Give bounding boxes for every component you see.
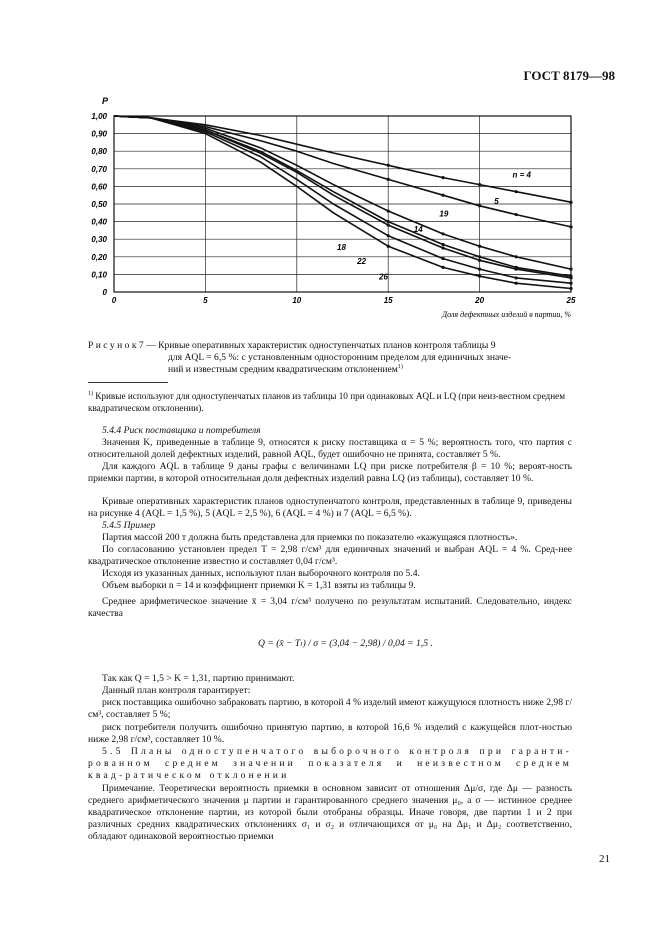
y-tick-label: 0,60 (91, 182, 107, 192)
footnote-text: Кривые используют для одноступенчатых планов из таблицы 10 при одинаковых AQL и LQ (при неиз-вестном среднем квадратическом отклонении). (88, 391, 566, 413)
curve-point (569, 201, 572, 204)
y-tick-label: 0,70 (91, 164, 107, 174)
series-label: n = 4 (512, 170, 531, 180)
curve-point (441, 176, 444, 179)
y-tick-label: 0 (102, 288, 107, 297)
curve-point (387, 224, 390, 227)
curve-point (441, 257, 444, 260)
paragraph-limit: По согласованию установлен предел T = 2,98 г/см³ для единичных значений и выбран AQL = 4 %. Сред-нее квадратическое отклонение известно и составляет 0,04 г/см³. (88, 544, 572, 568)
y-tick-label: 0,30 (91, 235, 107, 245)
curve-point (478, 245, 481, 248)
caption-line-1: Р и с у н о к 7 — Кривые оперативных характеристик одноступенчатых планов контроля таблицы 9 (88, 340, 496, 351)
y-tick-label: 0,10 (91, 270, 107, 280)
standard-header: ГОСТ 8179—98 (523, 68, 615, 83)
curve-point (569, 275, 572, 278)
series-label: 18 (337, 242, 346, 252)
quality-index-formula: Q = (x̄ − Tₗ) / σ = (3,04 − 2,98) / 0,04 = 1,5 . (258, 638, 433, 649)
y-tick-label: 0,90 (91, 129, 107, 139)
caption-line-3: ний и известным средним квадратическим отклонением$^{1)}$ (168, 364, 403, 376)
figure-caption (88, 340, 578, 376)
paragraph-guarantee: Данный план контроля гарантирует: (102, 685, 251, 696)
curve-point (515, 213, 518, 216)
y-tick-label: 0,40 (91, 217, 107, 227)
paragraph-plan: Исходя из указанных данных, используют план выборочного контроля по 5.4. (102, 568, 420, 579)
curve-point (387, 220, 390, 223)
y-tick-label: 0,20 (91, 252, 107, 262)
paragraph-supplier-risk: Значения K, приведенные в таблице 9, относятся к риску поставщика α = 5 %; вероятность того, что партия с относительной долей дефектных изделий, равной AQL, будет ошибочно не принята, составляет 5 %. (88, 437, 572, 461)
curve-point (478, 275, 481, 278)
curve-point (478, 259, 481, 262)
curve-point (478, 204, 481, 207)
curve-point (387, 178, 390, 181)
caption-line-2: для AQL = 6,5 %: с установленным односторонним пределом для единичных значе- (168, 352, 512, 364)
x-tick-label: 20 (475, 296, 485, 305)
paragraph-consumer-risk: Для каждого AQL в таблице 9 даны графы с величинами LQ при риске потребителя β = 10 %; вероят-ность приемки партии, в которой относительная доля дефектных изделий равна LQ (из таблицы), составляет 10 %. (88, 461, 572, 485)
oc-curve (114, 116, 571, 227)
y-tick-label: 0,50 (91, 200, 107, 209)
page-number: 21 (599, 853, 610, 865)
curve-point (441, 232, 444, 235)
curve-point (441, 243, 444, 246)
x-tick-label: 5 (203, 296, 208, 305)
curve-point (569, 268, 572, 271)
x-tick-label: 0 (111, 296, 117, 305)
curve-point (478, 255, 481, 258)
x-axis-label: Доля дефектных изделий в партии, % (442, 310, 571, 319)
paragraph-consumer-guarantee: риск потребителя получить ошибочно принятую партию, в которой 16,6 % изделий с кажущейся плот-ностью ниже 2,98 г/см³, составляет 10 %. (88, 722, 572, 746)
x-tick-label: 25 (566, 296, 576, 305)
footnote-mark: 1) (88, 390, 93, 397)
paragraph-oc-curves: Кривые оперативных характеристик планов одноступенчатого контроля, представленных в таблице 9, приведены на рисунке 4 (AQL = 1,5 %), 5 (AQL = 2,5 %), 6 (AQL = 4 %) и 7 (AQL = 6,5 %). (88, 496, 572, 520)
y-tick-label: 0,80 (91, 147, 107, 157)
curve-point (515, 276, 518, 279)
series-label: 14 (413, 225, 423, 235)
curve-point (387, 234, 390, 237)
footnote-rule (88, 382, 168, 383)
curve-point (569, 282, 572, 285)
curve-point (478, 183, 481, 186)
curve-point (569, 225, 572, 228)
section-5-5-title: 5.5 Планы одноступенчатого выборочного контроля при гаранти-рованном среднем значении показателя и неизвестном среднем квад-ратическом отклонении (88, 746, 572, 782)
curve-point (441, 266, 444, 269)
curve-point (515, 282, 518, 285)
series-label: 26 (379, 272, 388, 282)
curve-point (441, 246, 444, 249)
curve-point (515, 190, 518, 193)
curve-point (387, 209, 390, 212)
section-5-4-5-title: 5.4.5 Пример (102, 520, 156, 531)
x-tick-label: 15 (383, 296, 393, 305)
paragraph-example-batch: Партия массой 200 т должна быть представлена для приемки по показателю «кажущаяся плотность». (102, 532, 518, 543)
curve-point (478, 268, 481, 271)
curve-point (387, 245, 390, 248)
curve-point (569, 287, 572, 290)
oc-curves-chart (88, 92, 578, 324)
curve-point (387, 164, 390, 167)
curve-point (515, 266, 518, 269)
series-label: 19 (439, 209, 449, 219)
curve-point (441, 194, 444, 197)
y-axis-label: P (101, 96, 109, 106)
note-paragraph: Примечание. Теоретически вероятность приемки в основном зависит от отношения Δμ/σ, где Δμ — разность среднего арифметического значения μ партии и гарантированного среднего значения μ₀, а σ — истинное среднее квадратическое отклонение партии, из которой были отобраны образцы. Иначе говоря, две партии 1 и 2 при различных средних квадратических отклонениях σ₁ и σ₂ и отличающихся от μ₀ на Δμ₁ и Δμ₂ соответственно, обладают одинаковой вероятностью приемки (88, 783, 572, 843)
footnote (88, 390, 572, 414)
paragraph-sample: Объем выборки n = 14 и коэффициент приемки K = 1,31 взяты из таблицы 9. (102, 580, 416, 591)
series-label: 22 (357, 256, 367, 266)
paragraph-supplier-guarantee: риск поставщика ошибочно забраковать партию, в которой 4 % изделий имеют кажущуюся плотность ниже 2,98 г/см³, составляет 5 %; (88, 697, 572, 721)
paragraph-accept: Так как Q = 1,5 > K = 1,31, партию принимают. (102, 673, 295, 684)
x-tick-label: 10 (292, 296, 302, 305)
y-tick-label: 1,00 (91, 112, 107, 121)
paragraph-mean: Среднее арифметическое значение x̄ = 3,04 г/см³ получено по результатам испытаний. Следовательно, индекс качества (88, 596, 572, 620)
curve-point (515, 255, 518, 258)
section-5-4-4-title: 5.4.4 Риск поставщика и потребителя (102, 425, 261, 436)
series-label: 5 (494, 197, 499, 206)
